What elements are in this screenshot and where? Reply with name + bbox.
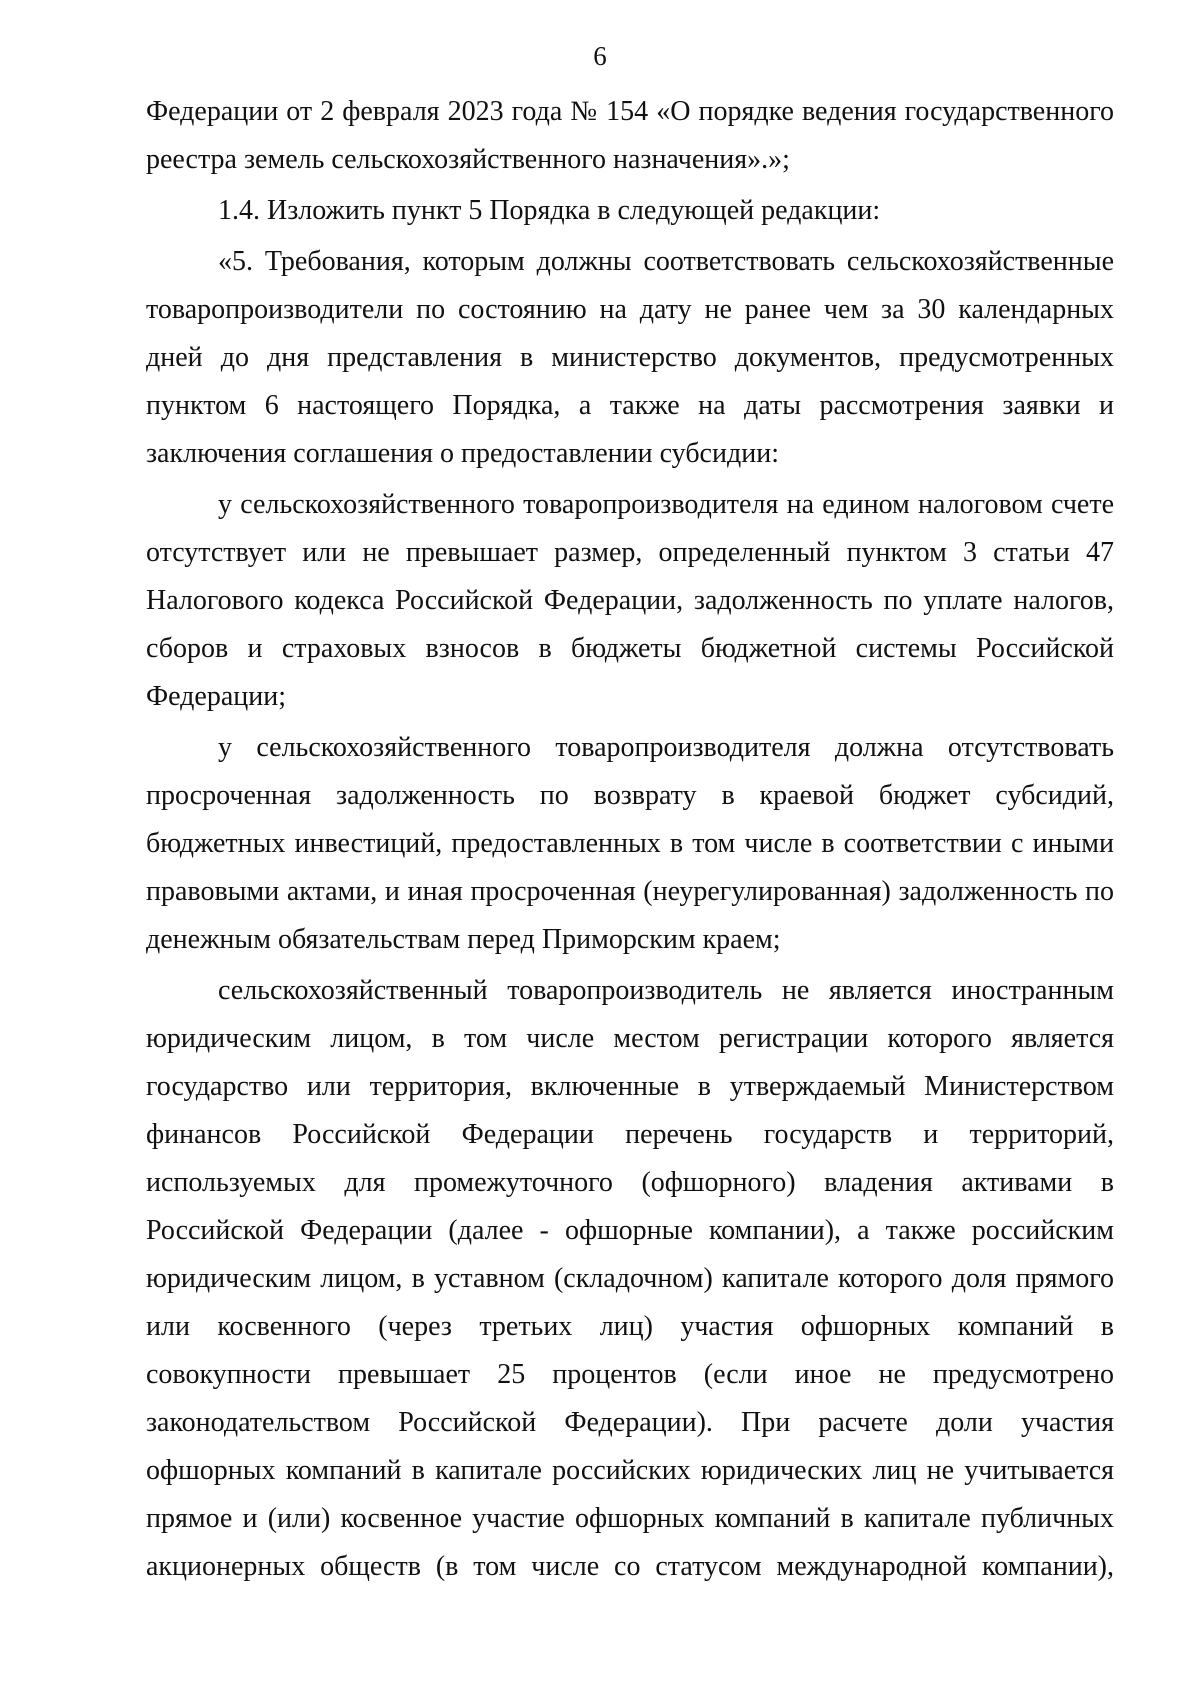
paragraph-requirements-intro: «5. Требования, которым должны соответствовать сельскохозяйственные товаропроизводители по состоянию на дату не ранее чем за 30 календарных дней до дня представления в министерство документов, предусмотренных пунктом 6 настоящего Порядка, а также на даты рассмотрения заявки и заключения соглашения о предоставлении субсидии: — [146, 246, 1114, 469]
paragraph-continuation: Федерации от 2 февраля 2023 года № 154 «О порядке ведения государственного реестра земель сельскохозяйственного назначения».»; — [146, 96, 1114, 175]
paragraph-offshore: сельскохозяйственный товаропроизводитель не является иностранным юридическим лицом, в том числе местом регистрации которого является государство или территория, включенные в утверждаемый Министерством финансов Российской Федерации перечень государств и территорий, используемых для промежуточного (офшорного) владения активами в Российской Федерации (далее - офшорные компании), а также российским юридическим лицом, в уставном (складочном) капитале которого доля прямого или косвенного (через третьих лиц) участия офшорных компаний в совокупности превышает 25 процентов (если иное не предусмотрено законодательством Российской Федерации). При расчете доли участия офшорных компаний в капитале российских юридических лиц не учитывается прямое и (или) косвенное участие офшорных компаний в капитале публичных акционерных обществ (в том числе со статусом международной компании), — [146, 975, 1114, 1582]
paragraph-overdue-debt: у сельскохозяйственного товаропроизводителя должна отсутствовать просроченная задолженность по возврату в краевой бюджет субсидий, бюджетных инвестиций, предоставленных в том числе в соответствии с иными правовыми актами, и иная просроченная (неурегулированная) задолженность по денежным обязательствам перед Приморским краем; — [146, 732, 1114, 955]
paragraph-item-1-4: 1.4. Изложить пункт 5 Порядка в следующей редакции: — [218, 195, 881, 226]
paragraph-tax-debt: у сельскохозяйственного товаропроизводителя на едином налоговом счете отсутствует или не превышает размер, определенный пунктом 3 статьи 47 Налогового кодекса Российской Федерации, задолженность по уплате налогов, сборов и страховых взносов в бюджеты бюджетной системы Российской Федерации; — [146, 489, 1114, 712]
page-number: 6 — [593, 41, 607, 71]
document-body — [146, 88, 1114, 1591]
